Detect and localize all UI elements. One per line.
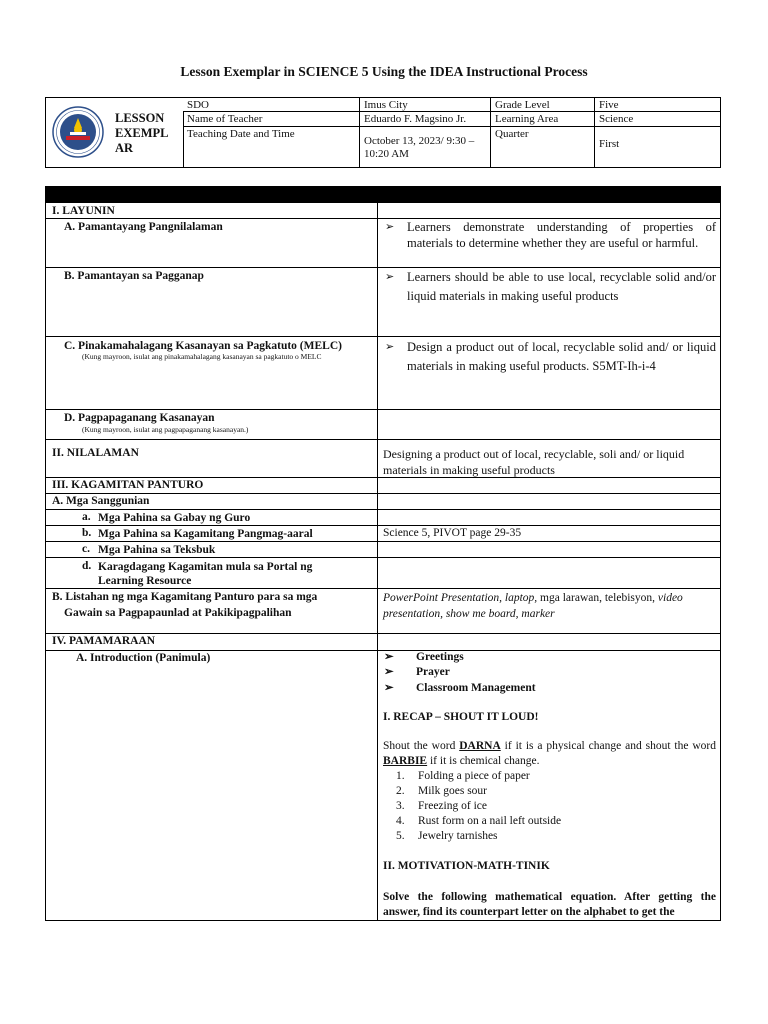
pamantayang-pangnilalaman-value: ➢ Learners demonstrate understanding of properties of materials to determine whether they are useful or harmful. — [385, 220, 716, 250]
date-label: Teaching Date and Time — [183, 127, 360, 167]
recap-item: 5. Jewelry tarnishes — [396, 830, 498, 842]
table-header-bar — [46, 187, 720, 203]
header-table — [45, 97, 721, 168]
introduction-label: A. Introduction (Panimula) — [76, 652, 211, 664]
pagpapaganang-kasanayan-label: D. Pagpapaganang Kasanayan — [64, 412, 215, 424]
listahan-label-line1: B. Listahan ng mga Kagamitang Panturo para sa mga — [52, 591, 318, 603]
motivation-instruction: Solve the following mathematical equation. After getting the answer, find its counterpart letter on the alphabet to get the — [383, 891, 716, 918]
logo-cell — [46, 98, 184, 167]
quarter-value: First — [599, 138, 620, 150]
greetings-item: ➢ Greetings — [384, 651, 464, 663]
prayer-item: ➢ Prayer — [384, 666, 450, 678]
portal-label-line2: Learning Resource — [98, 575, 192, 587]
area-label: Learning Area — [491, 112, 595, 127]
pamantayan-sa-pagganap-label: B. Pamantayan sa Pagganap — [64, 270, 204, 282]
recap-instruction: Shout the word DARNA if it is a physical change and shout the word BARBIE if it is chemical change. — [383, 740, 716, 767]
nilalaman-heading: II. NILALAMAN — [52, 447, 139, 459]
pamantayan-sa-pagganap-value: ➢ Learners should be able to use local, recyclable solid and/or liquid materials in making useful products — [385, 270, 716, 303]
recap-item: 1. Folding a piece of paper — [396, 770, 530, 782]
melc-value: ➢ Design a product out of local, recyclable solid and/ or liquid materials in making useful products. S5MT-Ih-i-4 — [385, 340, 716, 373]
sub-a-marker: a. — [82, 511, 91, 523]
nilalaman-value: Designing a product out of local, recyclable, soli and/ or liquid materials in making useful products — [383, 447, 685, 477]
deped-seal-icon — [52, 106, 104, 158]
arrow-bullet-icon: ➢ — [385, 221, 395, 233]
melc-label: C. Pinakamahalagang Kasanayan sa Pagkatuto (MELC) — [64, 340, 342, 352]
sdo-label: SDO — [183, 98, 360, 112]
kagamitang-pangmag-aaral-value: Science 5, PIVOT page 29-35 — [383, 527, 522, 539]
teacher-value: Eduardo F. Magsino Jr. — [360, 112, 491, 127]
recap-item: 2. Milk goes sour — [396, 785, 487, 797]
teacher-label: Name of Teacher — [183, 112, 360, 127]
column-divider — [377, 187, 378, 920]
area-value: Science — [595, 112, 720, 127]
pamantayang-pangnilalaman-label: A. Pamantayang Pangnilalaman — [64, 221, 223, 233]
quarter-label: Quarter — [491, 127, 595, 167]
grade-value: Five — [595, 98, 720, 112]
sdo-value: Imus City — [360, 98, 491, 112]
listahan-label-line2: Gawain sa Pagpapaunlad at Pakikipagpalihan — [64, 607, 292, 619]
kagamitan-panturo-heading: III. KAGAMITAN PANTURO — [52, 479, 204, 491]
arrow-bullet-icon: ➢ — [384, 682, 394, 694]
listahan-value: PowerPoint Presentation, laptop, mga larawan, telebisyon, video presentation, show me board, marker — [383, 592, 683, 620]
pamamaraan-heading: IV. PAMAMARAAN — [52, 635, 156, 647]
lesson-table — [45, 186, 721, 921]
lesson-exemplar-label: LESSON EXEMPL AR — [115, 111, 168, 155]
arrow-bullet-icon: ➢ — [385, 271, 395, 283]
sanggunian-label: A. Mga Sanggunian — [52, 495, 150, 507]
classroom-management-item: ➢ Classroom Management — [384, 682, 536, 694]
arrow-bullet-icon: ➢ — [384, 651, 394, 663]
recap-item: 4. Rust form on a nail left outside — [396, 815, 562, 827]
teksbuk-label: Mga Pahina sa Teksbuk — [98, 544, 216, 556]
recap-heading: I. RECAP – SHOUT IT LOUD! — [383, 711, 539, 723]
date-value: October 13, 2023/ 9:30 – 10:20 AM — [360, 127, 491, 167]
sub-d-marker: d. — [82, 560, 92, 572]
layunin-heading: I. LAYUNIN — [52, 205, 115, 217]
grade-label: Grade Level — [491, 98, 595, 112]
pagpapaganang-note: (Kung mayroon, isulat ang pagpapaganang kasanayan.) — [82, 425, 249, 434]
melc-note: (Kung mayroon, isulat ang pinakamahalagang kasanayan sa pagkatuto o MELC — [82, 352, 322, 361]
kagamitang-pangmag-aaral-label: Mga Pahina sa Kagamitang Pangmag-aaral — [98, 528, 313, 540]
gabay-ng-guro-label: Mga Pahina sa Gabay ng Guro — [98, 512, 251, 524]
motivation-heading: II. MOTIVATION-MATH-TINIK — [383, 860, 550, 872]
portal-label-line1: Karagdagang Kagamitan mula sa Portal ng — [98, 561, 313, 573]
page-title: Lesson Exemplar in SCIENCE 5 Using the IDEA Instructional Process — [180, 64, 588, 79]
arrow-bullet-icon: ➢ — [385, 341, 395, 353]
sub-b-marker: b. — [82, 527, 92, 539]
recap-item: 3. Freezing of ice — [396, 800, 487, 812]
arrow-bullet-icon: ➢ — [384, 666, 394, 678]
sub-c-marker: c. — [82, 543, 90, 555]
